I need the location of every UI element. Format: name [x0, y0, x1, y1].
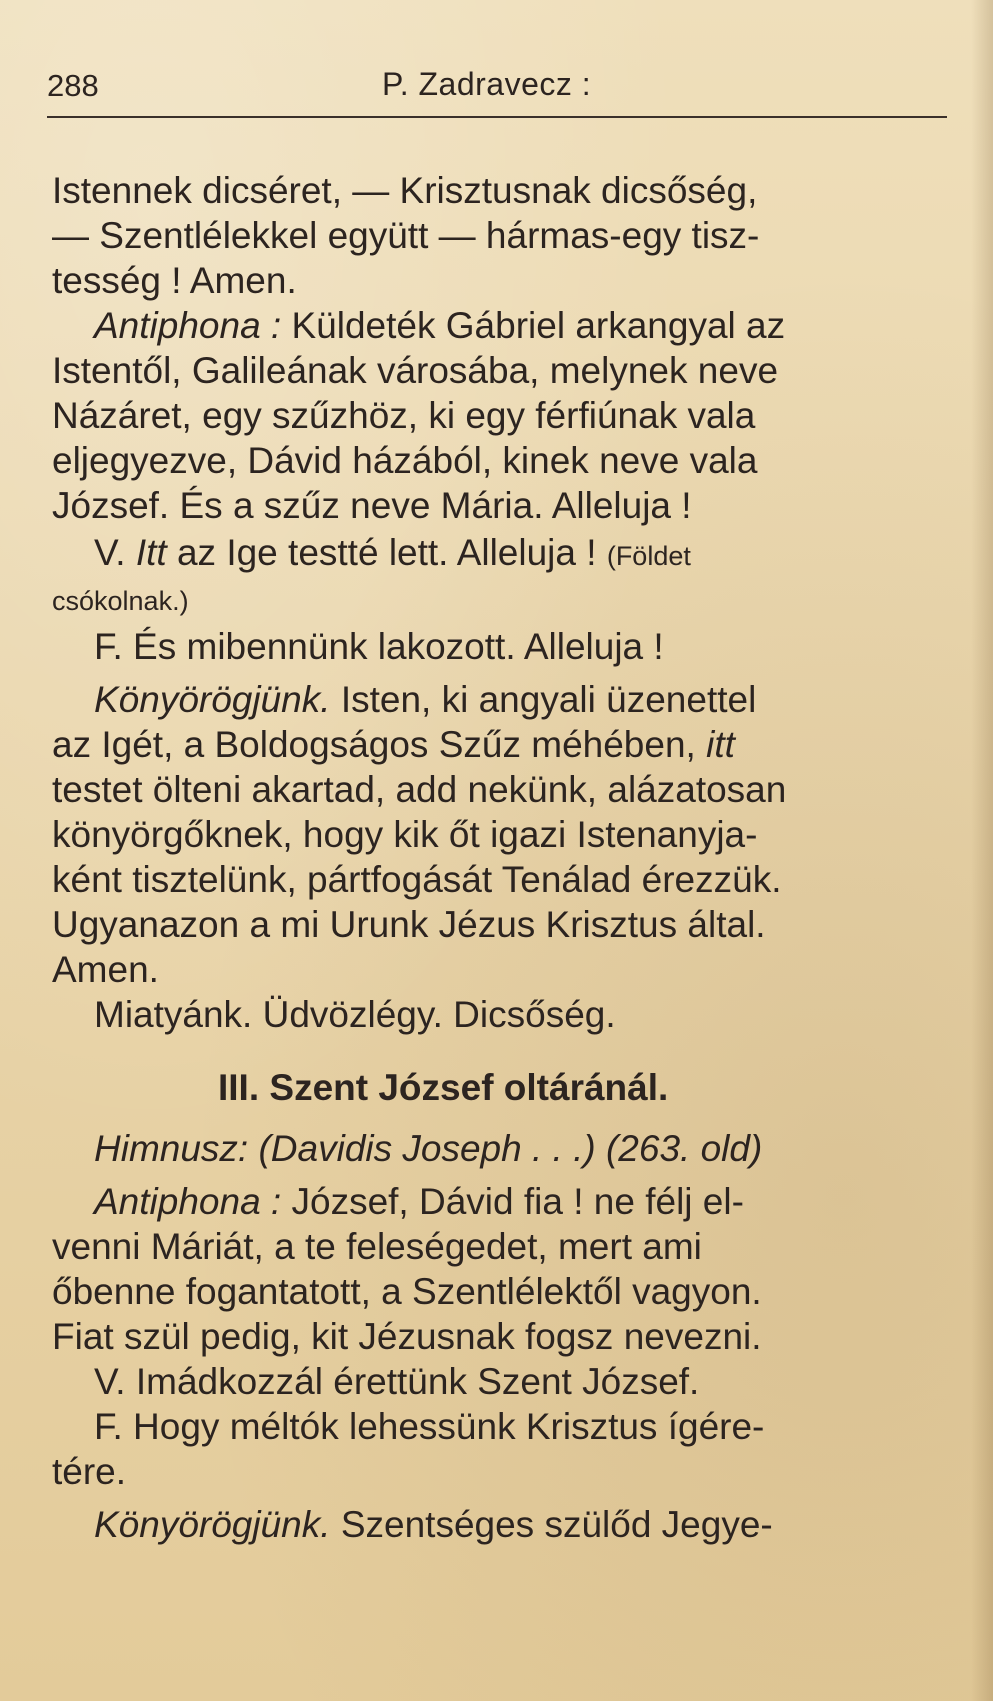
response-1: F. És mibennünk lakozott. Alleluja !: [94, 626, 664, 667]
spacer: [52, 1171, 977, 1179]
antiphona-line-3: Názáret, egy szűzhöz, ki egy férfiúnak vala: [52, 395, 756, 436]
prayer-label-1: Könyörögjünk.: [94, 679, 331, 720]
spacer: [52, 1494, 977, 1502]
versicle-rubric: (Földet: [606, 541, 691, 571]
antiphona-paragraph-1: [52, 303, 977, 348]
header-rule: [47, 116, 947, 118]
prayer-line-1: Isten, ki angyali üzenettel: [330, 679, 757, 720]
prayer-line-7: Amen.: [52, 949, 159, 990]
antiphona-line-5: József. És a szűz neve Mária. Alleluja !: [52, 485, 692, 526]
versicle-2: V. Imádkozzál érettünk Szent József.: [94, 1361, 700, 1402]
versicle-italic-word: Itt: [135, 532, 167, 573]
antiphona-continuation-2: [52, 1224, 977, 1359]
antiphona-paragraph-2: [52, 1179, 977, 1224]
antiphona-2-line-1: József, Dávid fia ! ne félj el-: [281, 1181, 744, 1222]
antiphona-continuation-1: [52, 348, 977, 528]
prayer-line-5: ként tisztelünk, pártfogását Tenálad érezzük.: [52, 859, 782, 900]
hymn-line: Himnusz: (Davidis Joseph . . .) (263. old): [94, 1128, 763, 1169]
versicle-text: az Ige testté lett. Alleluja !: [166, 532, 607, 573]
antiphona-2-line-2: venni Máriát, a te feleségedet, mert ami: [52, 1226, 702, 1267]
antiphona-line-2: Istentől, Galileának városába, melynek neve: [52, 350, 779, 391]
prayer-line-2-start: az Igét, a Boldogságos Szűz méhében,: [52, 724, 707, 765]
running-head: P. Zadravecz :: [382, 66, 592, 102]
prayer-label-2: Könyörögjünk.: [94, 1504, 331, 1545]
prayer-continuation-1: [52, 722, 977, 992]
page-number: 288: [47, 68, 99, 103]
antiphona-2-line-4: Fiat szül pedig, kit Jézusnak fogsz nevezni.: [52, 1316, 762, 1357]
versicle-prefix: V.: [94, 532, 136, 573]
prayer-line-2-italic: itt: [706, 724, 735, 765]
antiphona-line-1: Küldeték Gábriel arkangyal az: [281, 305, 786, 346]
versicle-rubric-continuation: csókolnak.): [52, 586, 189, 616]
prayer-line-6: Ugyanazon a mi Urunk Jézus Krisztus által.: [52, 904, 766, 945]
prayer-2-line-1: Szentséges szülőd Jegye-: [330, 1504, 773, 1545]
antiphona-label-1: Antiphona :: [94, 305, 282, 346]
section-title: III. Szent József oltáránál.: [218, 1067, 669, 1108]
spacer: [52, 669, 977, 677]
antiphona-2-line-3: őbenne fogantatott, a Szentlélektől vagyon.: [52, 1271, 762, 1312]
praise-line-3: tesség ! Amen.: [52, 260, 297, 301]
antiphona-label-2: Antiphona :: [94, 1181, 282, 1222]
response-2-line-1: F. Hogy méltók lehessünk Krisztus ígére-: [94, 1406, 765, 1447]
prayer-paragraph-1: [52, 677, 977, 722]
page-body: [52, 168, 977, 1547]
closing-prayers: Miatyánk. Üdvözlégy. Dicsőség.: [94, 994, 616, 1035]
page-header: [47, 62, 947, 122]
versicle-1: [52, 530, 977, 579]
praise-line-2: — Szentlélekkel együtt — hármas-egy tisz-: [52, 215, 760, 256]
praise-paragraph: [52, 168, 977, 303]
response-2-line-2: tére.: [52, 1451, 127, 1492]
prayer-line-4: könyörgőknek, hogy kik őt igazi Istenanyja-: [52, 814, 758, 855]
praise-line-1: Istennek dicséret, — Krisztusnak dicsőség,: [52, 170, 758, 211]
prayer-line-3: testet ölteni akartad, add nekünk, alázatosan: [52, 769, 787, 810]
antiphona-line-4: eljegyezve, Dávid házából, kinek neve vala: [52, 440, 758, 481]
prayer-paragraph-2: [52, 1502, 977, 1547]
